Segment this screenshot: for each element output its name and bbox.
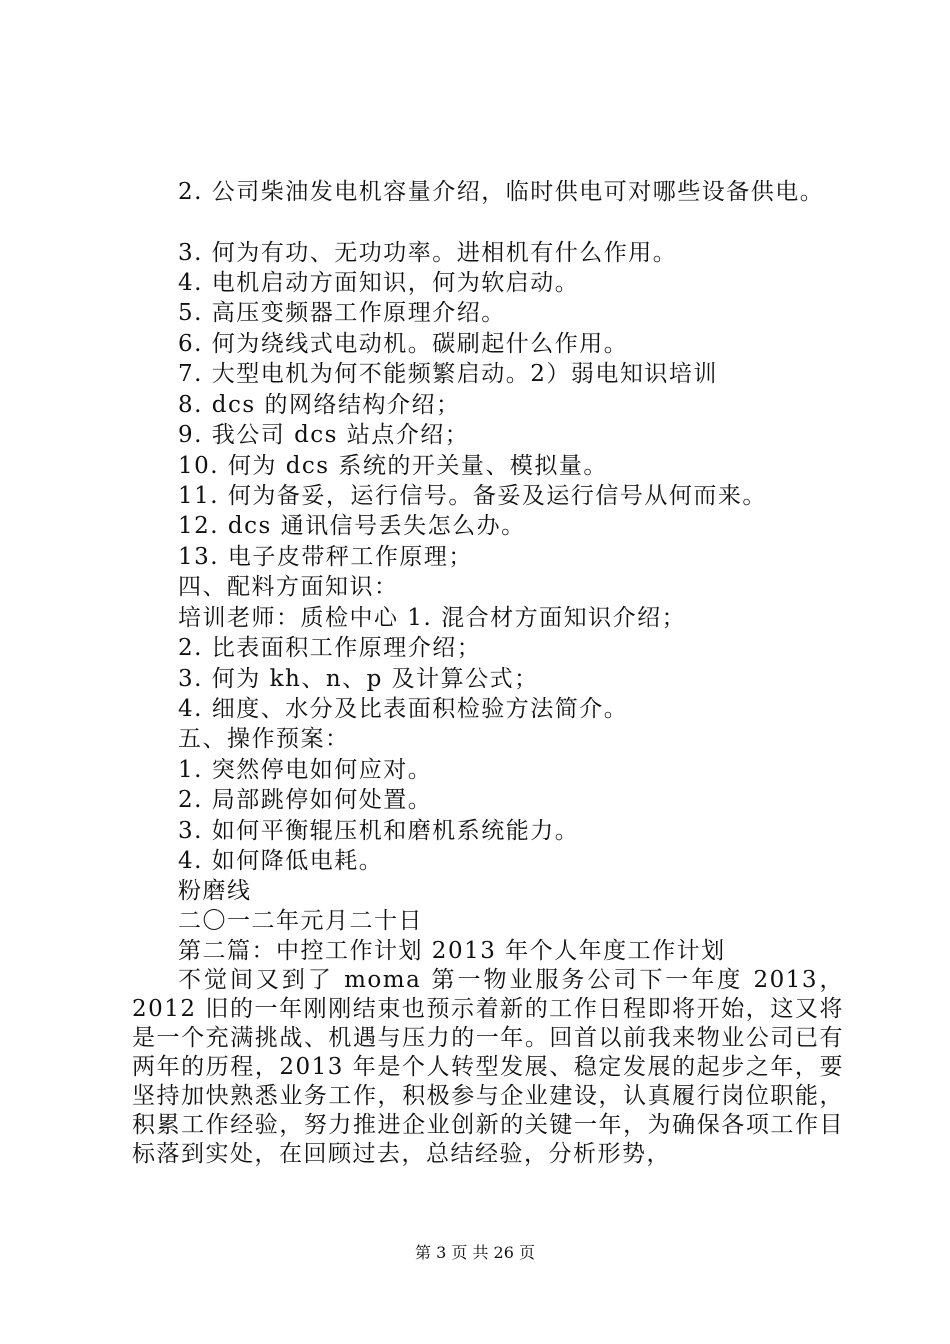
text-line: 10. 何为 dcs 系统的开关量、模拟量。 [178,453,608,479]
text-line: 7. 大型电机为何不能频繁启动。2）弱电知识培训 [178,361,718,387]
chapter-title: 第二篇：中控工作计划 2013 年个人年度工作计划 [178,938,726,964]
body-paragraph: 不觉间又到了 moma 第一物业服务公司下一年度 2013，2012 旧的一年刚刚结束也预示着新的工作日程即将开始，这又将是一个充满挑战、机遇与压力的一年。回首以前我来物业公司已有两年的历程，2013 年是个人转型发展、稳定发展的起步之年，要坚持加快熟悉业务工作，积极参与企业建设，认真履行岗位职能，积累工作经验，努力推进企业创新的关键一年，为确保各项工作目标落到实处，在回顾过去，总结经验，分析形势， [132,967,844,1167]
date-text: 二〇一二年元月二十日 [178,908,423,934]
text-line: 11. 何为备妥，运行信号。备妥及运行信号从何而来。 [178,483,767,509]
text-line: 4. 如何降低电耗。 [178,848,384,874]
text-line: 2. 比表面积工作原理介绍； [178,635,482,661]
text-line: 培训老师：质检中心 1. 混合材方面知识介绍； [178,605,687,631]
text-line: 12. dcs 通讯信号丢失怎么办。 [178,513,526,539]
text-line: 4. 细度、水分及比表面积检验方法简介。 [178,696,629,722]
text-line: 13. 电子皮带秤工作原理； [178,544,473,570]
text-line: 1. 突然停电如何应对。 [178,757,433,783]
text-line: 4. 电机启动方面知识，何为软启动。 [178,270,580,296]
text-line: 9. 我公司 dcs 站点介绍； [178,422,470,448]
text-line: 6. 何为绕线式电动机。碳刷起什么作用。 [178,331,629,357]
text-line: 3. 如何平衡辊压机和磨机系统能力。 [178,818,580,844]
text-line: 5. 高压变频器工作原理介绍。 [178,300,506,326]
text-line: 8. dcs 的网络结构介绍； [178,392,461,418]
section-heading: 四、配料方面知识： [178,574,399,600]
section-heading: 五、操作预案： [178,726,350,752]
text-line: 2. 公司柴油发电机容量介绍，临时供电可对哪些设备供电。 [178,179,825,205]
text-line: 2. 局部跳停如何处置。 [178,787,433,813]
signature-text: 粉磨线 [178,878,252,904]
page-number: 第 3 页 共 26 页 [415,1243,535,1262]
text-line: 3. 何为 kh、n、p 及计算公式； [178,666,539,692]
text-line: 3. 何为有功、无功功率。进相机有什么作用。 [178,240,678,266]
